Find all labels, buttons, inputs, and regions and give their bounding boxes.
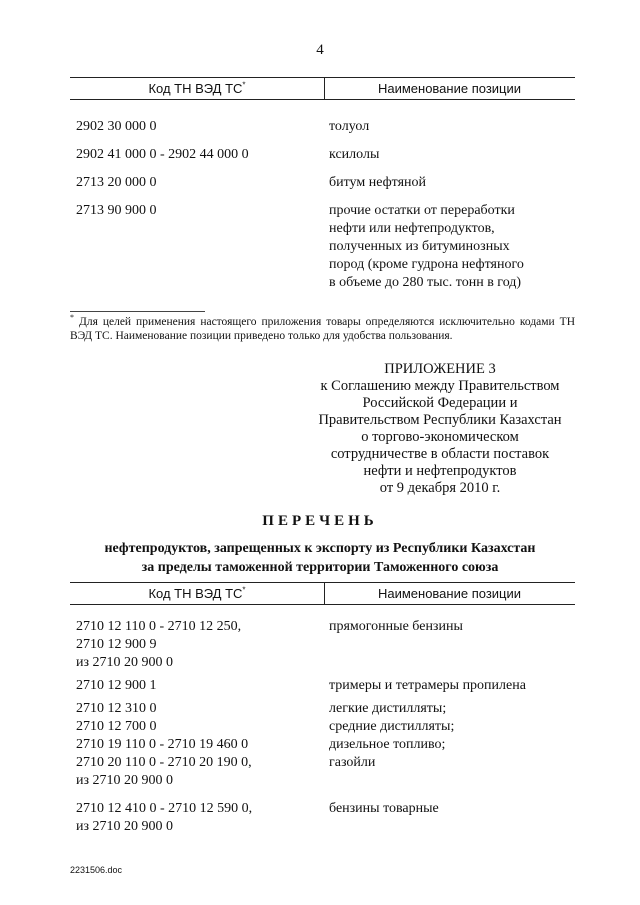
- page-number: 4: [316, 42, 324, 58]
- table2-header-rule: [70, 604, 575, 605]
- table1-header-code: Код ТН ВЭД ТС*: [148, 80, 246, 96]
- table2-row-code: 2710 12 900 1: [76, 678, 157, 693]
- footnote-rule: [70, 311, 205, 312]
- table1-row-name: ксилолы: [329, 147, 380, 162]
- table1-header-rule: [70, 99, 575, 100]
- footnote: * Для целей применения настоящего приложения товары определяются исключительно кодами ТН ВЭД ТС. Наименование позиции приведено только для удобства пользования.: [70, 313, 576, 342]
- table1-row-code: 2713 20 000 0: [76, 175, 157, 190]
- table2-header-code: Код ТН ВЭД ТС*: [148, 585, 246, 601]
- table1-row-code: 2902 41 000 0 - 2902 44 000 0: [76, 147, 249, 162]
- table2-row-name: легкие дистилляты; средние дистилляты; дизельное топливо; газойли: [329, 701, 455, 770]
- table2-row-name: тримеры и тетрамеры пропилена: [329, 678, 526, 693]
- table1-row-name: толуол: [329, 119, 370, 134]
- appendix-heading: ПРИЛОЖЕНИЕ 3 к Соглашению между Правительством Российской Федерации и Правительством Республики Казахстан о торгово-экономическом сотрудничестве в области поставок нефти и нефтепродуктов от 9 декабря 2010 г.: [318, 361, 562, 496]
- document-subtitle: нефтепродуктов, запрещенных к экспорту из Республики Казахстан за пределы таможенной территории Таможенного союза: [104, 541, 536, 575]
- table1-row-code: 2902 30 000 0: [76, 119, 157, 134]
- table2-row-name: прямогонные бензины: [329, 619, 463, 634]
- document-id: 2231506.doc: [70, 865, 123, 875]
- table2-row-code: 2710 12 110 0 - 2710 12 250, 2710 12 900 9 из 2710 20 900 0: [76, 619, 242, 670]
- table1-header-name: Наименование позиции: [377, 81, 522, 96]
- table1-row-name: битум нефтяной: [329, 175, 427, 190]
- document-title: ПЕРЕЧЕНЬ: [262, 513, 378, 529]
- table1-row-name: прочие остатки от переработки нефти или нефтепродуктов, полученных из битуминозных пород (кроме гудрона нефтяного в объеме до 280 тыс. тонн в год): [329, 203, 524, 290]
- table1-row-code: 2713 90 900 0: [76, 203, 157, 218]
- table2-row-name: бензины товарные: [329, 801, 439, 816]
- table2-header-name: Наименование позиции: [377, 586, 522, 601]
- table1-top-rule: [70, 77, 575, 78]
- table2-row-code: 2710 12 410 0 - 2710 12 590 0, из 2710 20 900 0: [76, 801, 253, 834]
- table2-top-rule: [70, 582, 575, 583]
- table2-row-code: 2710 12 310 0 2710 12 700 0 2710 19 110 0 - 2710 19 460 0 2710 20 110 0 - 2710 20 190 0, из 2710 20 900 0: [76, 701, 252, 788]
